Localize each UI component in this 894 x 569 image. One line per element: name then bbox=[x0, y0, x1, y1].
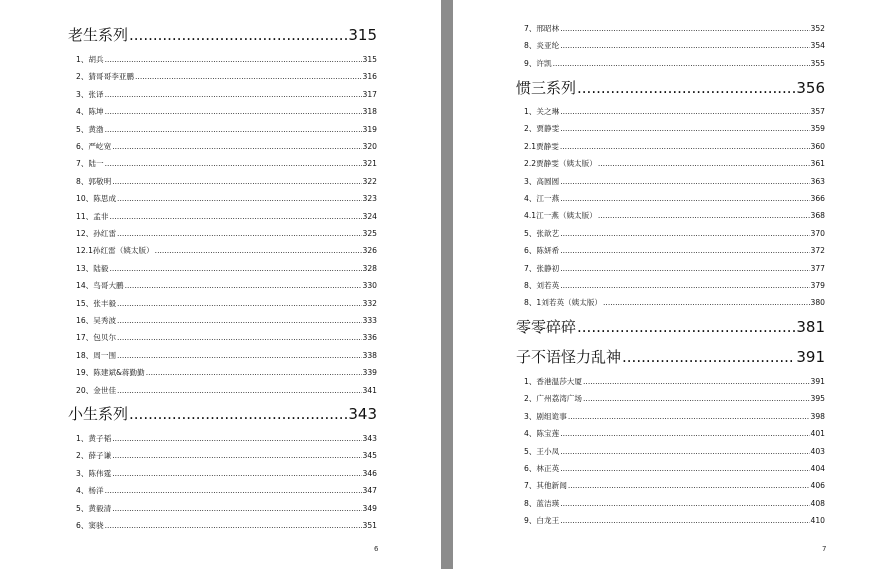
toc-entry[interactable] bbox=[524, 105, 825, 119]
dot-leader bbox=[560, 462, 809, 476]
dot-leader bbox=[105, 519, 362, 533]
dot-leader bbox=[583, 375, 810, 389]
toc-entry-page: 377 bbox=[810, 263, 825, 273]
dot-leader bbox=[598, 209, 810, 223]
toc-entry-label: 6、林正英 bbox=[524, 464, 560, 473]
toc-entry-label: 10、陈思成 bbox=[76, 194, 117, 204]
toc-entry-label: 1、关之琳 bbox=[524, 107, 560, 116]
dot-leader bbox=[129, 24, 347, 46]
toc-entry-page: 343 bbox=[362, 434, 377, 443]
toc-entry-label: 2、贾静雯 bbox=[524, 124, 560, 134]
dot-leader bbox=[112, 432, 361, 446]
toc-entry-label: 12、孙红雷 bbox=[76, 229, 117, 238]
toc-entry-page: 351 bbox=[362, 521, 377, 530]
toc-entry-page: 339 bbox=[362, 368, 377, 378]
toc-entry[interactable] bbox=[524, 157, 825, 171]
toc-entry[interactable] bbox=[76, 70, 377, 84]
dot-leader bbox=[105, 105, 362, 119]
dot-leader bbox=[117, 192, 361, 206]
toc-entry-label: 2、广州荔湾广场 bbox=[524, 394, 582, 404]
section-header[interactable] bbox=[516, 346, 825, 368]
section-page-number: 356 bbox=[796, 79, 825, 97]
dot-leader bbox=[560, 244, 809, 258]
toc-entry-page: 366 bbox=[810, 194, 825, 203]
toc-entry-label: 8、1刘若英（姨太版） bbox=[524, 298, 603, 308]
toc-entry-label: 13、陆毅 bbox=[76, 263, 109, 273]
toc-entry-page: 401 bbox=[810, 429, 825, 439]
toc-entry-label: 5、黄渤 bbox=[76, 124, 104, 134]
toc-entry-page: 333 bbox=[362, 316, 377, 325]
toc-entry[interactable] bbox=[76, 314, 377, 328]
dot-leader bbox=[155, 244, 362, 258]
section-header[interactable] bbox=[516, 77, 825, 99]
toc-entry-label: 2.1贾静雯 bbox=[524, 141, 559, 151]
toc-entry[interactable] bbox=[524, 479, 825, 493]
dot-leader bbox=[560, 192, 809, 206]
toc-entry-label: 16、吴秀波 bbox=[76, 316, 117, 325]
section-title: 惯三系列 bbox=[516, 79, 577, 97]
toc-entry[interactable] bbox=[76, 244, 377, 258]
page-number: 7 bbox=[822, 545, 827, 553]
toc-entry[interactable] bbox=[76, 210, 377, 224]
toc-entry[interactable] bbox=[76, 502, 377, 516]
dot-leader bbox=[560, 39, 809, 53]
toc-entry-label: 1、香港温莎大厦 bbox=[524, 377, 582, 386]
dot-leader bbox=[112, 449, 361, 463]
dot-leader bbox=[553, 57, 810, 71]
toc-entry-label: 7、邢昭林 bbox=[524, 24, 560, 33]
toc-entry-page: 398 bbox=[810, 411, 825, 421]
toc-entry-label: 12.1孙红雷（姨太版） bbox=[76, 246, 154, 256]
toc-entry-label: 3、剧组诡事 bbox=[524, 411, 567, 421]
toc-entry-label: 3、陈伟霆 bbox=[76, 468, 112, 478]
dot-leader bbox=[603, 296, 809, 310]
toc-entry-label: 7、陆一 bbox=[76, 159, 104, 169]
toc-entry-label: 7、其他新闻 bbox=[524, 481, 567, 491]
toc-entry-label: 17、包贝尔 bbox=[76, 333, 117, 343]
toc-entry-page: 317 bbox=[362, 89, 377, 99]
toc-entry-page: 321 bbox=[362, 159, 377, 169]
toc-entry-page: 406 bbox=[810, 481, 825, 491]
toc-entry-page: 368 bbox=[810, 211, 825, 221]
toc-entry-page: 328 bbox=[362, 263, 377, 273]
toc-entry-label: 14、鸟哥大鹏 bbox=[76, 281, 124, 291]
toc-entry-page: 325 bbox=[362, 229, 377, 238]
section-page-number: 391 bbox=[796, 348, 825, 366]
toc-entry[interactable] bbox=[524, 462, 825, 476]
dot-leader bbox=[146, 366, 362, 380]
toc-entry-page: 391 bbox=[810, 377, 825, 386]
toc-entry-label: 5、王小凤 bbox=[524, 446, 560, 456]
dot-leader bbox=[117, 331, 361, 345]
toc-entry-label: 8、郭敬明 bbox=[76, 176, 112, 186]
dot-leader bbox=[560, 445, 809, 459]
toc-entry-page: 347 bbox=[362, 486, 377, 496]
dot-leader bbox=[560, 105, 809, 119]
toc-entry-page: 346 bbox=[362, 468, 377, 478]
toc-entry-page: 404 bbox=[810, 464, 825, 473]
section-header[interactable] bbox=[516, 316, 825, 338]
toc-entry-page: 395 bbox=[810, 394, 825, 404]
toc-entry[interactable] bbox=[524, 410, 825, 424]
toc-entry[interactable] bbox=[524, 445, 825, 459]
dot-leader bbox=[105, 88, 362, 102]
toc-entry[interactable] bbox=[524, 262, 825, 276]
toc-entry-page: 338 bbox=[362, 350, 377, 360]
dot-leader bbox=[112, 175, 361, 189]
toc-entry-page: 336 bbox=[362, 333, 377, 343]
toc-entry[interactable] bbox=[524, 57, 825, 71]
toc-entry[interactable] bbox=[524, 375, 825, 389]
dot-leader bbox=[117, 297, 361, 311]
toc-entry-page: 330 bbox=[362, 281, 377, 291]
toc-entry-page: 320 bbox=[362, 142, 377, 151]
toc-entry-label: 15、张丰毅 bbox=[76, 298, 117, 308]
dot-leader bbox=[105, 157, 362, 171]
toc-entry-label: 20、金世佳 bbox=[76, 385, 117, 395]
dot-leader bbox=[117, 384, 361, 398]
toc-entry-label: 3、高圆圆 bbox=[524, 176, 560, 186]
dot-leader bbox=[112, 502, 361, 516]
dot-leader bbox=[112, 140, 361, 154]
dot-leader bbox=[105, 484, 362, 498]
toc-entry[interactable] bbox=[76, 331, 377, 345]
toc-entry-label: 9、许凯 bbox=[524, 58, 552, 68]
toc-entry[interactable] bbox=[524, 209, 825, 223]
toc-entry[interactable] bbox=[76, 157, 377, 171]
toc-entry[interactable] bbox=[524, 497, 825, 511]
toc-entry[interactable] bbox=[524, 22, 825, 36]
page-number: 6 bbox=[374, 545, 379, 553]
toc-entry-label: 2、猜哥哥李亚鹏 bbox=[76, 72, 134, 82]
dot-leader bbox=[622, 346, 795, 368]
toc-entry-page: 355 bbox=[810, 58, 825, 68]
dot-leader bbox=[560, 497, 809, 511]
section-page-number: 343 bbox=[348, 405, 377, 423]
toc-entry-page: 316 bbox=[362, 72, 377, 82]
toc-entry-page: 332 bbox=[362, 298, 377, 308]
section-page-number: 381 bbox=[796, 318, 825, 336]
toc-entry-page: 341 bbox=[362, 385, 377, 395]
dot-leader bbox=[568, 479, 810, 493]
toc-entry-page: 352 bbox=[810, 24, 825, 33]
dot-leader bbox=[560, 262, 809, 276]
toc-entry[interactable] bbox=[76, 192, 377, 206]
toc-entry[interactable] bbox=[76, 467, 377, 481]
toc-entry-page: 319 bbox=[362, 124, 377, 134]
section-header[interactable] bbox=[68, 24, 377, 46]
toc-entry-label: 2.2贾静雯（姨太版） bbox=[524, 159, 597, 169]
section-page-number: 315 bbox=[348, 26, 377, 44]
toc-entry-page: 324 bbox=[362, 211, 377, 221]
toc-entry-label: 8、炎亚纶 bbox=[524, 41, 560, 51]
dot-leader bbox=[109, 210, 361, 224]
toc-entry-page: 357 bbox=[810, 107, 825, 116]
toc-entry-page: 363 bbox=[810, 176, 825, 186]
toc-entry[interactable] bbox=[76, 349, 377, 363]
toc-entry-label: 6、严屹宽 bbox=[76, 142, 112, 151]
toc-entry-label: 6、陈妍希 bbox=[524, 246, 560, 256]
dot-leader bbox=[129, 403, 347, 425]
toc-entry-label: 1、黄子韬 bbox=[76, 434, 112, 443]
dot-leader bbox=[112, 467, 361, 481]
toc-entry[interactable] bbox=[76, 384, 377, 398]
toc-entry-label: 11、孟非 bbox=[76, 211, 109, 221]
toc-entry[interactable] bbox=[76, 140, 377, 154]
dot-leader bbox=[105, 123, 362, 137]
toc-entry-page: 322 bbox=[362, 176, 377, 186]
toc-entry-label: 7、张静初 bbox=[524, 263, 560, 273]
toc-entry-page: 379 bbox=[810, 281, 825, 290]
toc-entry[interactable] bbox=[524, 514, 825, 528]
toc-entry-page: 410 bbox=[810, 516, 825, 526]
toc-entry[interactable] bbox=[524, 392, 825, 406]
toc-entry-page: 349 bbox=[362, 503, 377, 513]
toc-entry-label: 5、张歆艺 bbox=[524, 228, 560, 238]
section-title: 小生系列 bbox=[68, 405, 129, 423]
dot-leader bbox=[117, 227, 361, 241]
toc-entry-label: 8、蓝洁瑛 bbox=[524, 498, 560, 508]
toc-entry[interactable] bbox=[76, 262, 377, 276]
section-title: 老生系列 bbox=[68, 26, 129, 44]
toc-entry[interactable] bbox=[76, 519, 377, 533]
toc-entry[interactable] bbox=[524, 296, 825, 310]
toc-entry-page: 345 bbox=[362, 451, 377, 461]
toc-entry-label: 4、陈宝莲 bbox=[524, 429, 560, 439]
dot-leader bbox=[560, 22, 809, 36]
dot-leader bbox=[583, 392, 810, 406]
toc-entry-page: 326 bbox=[362, 246, 377, 256]
toc-entry[interactable] bbox=[76, 105, 377, 119]
dot-leader bbox=[125, 279, 362, 293]
dot-leader bbox=[598, 157, 810, 171]
toc-entry[interactable] bbox=[76, 88, 377, 102]
toc-entry[interactable] bbox=[524, 39, 825, 53]
toc-entry-label: 1、胡兵 bbox=[76, 55, 104, 64]
toc-entry-page: 408 bbox=[810, 498, 825, 508]
toc-entry-page: 318 bbox=[362, 107, 377, 117]
toc-entry[interactable] bbox=[76, 279, 377, 293]
toc-entry-page: 360 bbox=[810, 141, 825, 151]
dot-leader bbox=[109, 262, 361, 276]
dot-leader bbox=[577, 316, 795, 338]
dot-leader bbox=[105, 53, 362, 67]
toc-entry-page: 380 bbox=[810, 298, 825, 308]
toc-entry-label: 5、黄毅清 bbox=[76, 503, 112, 513]
toc-entry[interactable] bbox=[76, 449, 377, 463]
toc-entry-page: 315 bbox=[362, 55, 377, 64]
toc-entry[interactable] bbox=[76, 227, 377, 241]
dot-leader bbox=[560, 514, 809, 528]
toc-entry-label: 6、窦骁 bbox=[76, 521, 104, 530]
toc-entry-label: 18、周一围 bbox=[76, 350, 117, 360]
dot-leader bbox=[577, 77, 795, 99]
toc-entry-page: 323 bbox=[362, 194, 377, 204]
dot-leader bbox=[568, 410, 810, 424]
toc-entry-label: 4、杨洋 bbox=[76, 486, 104, 496]
toc-entry-label: 3、张译 bbox=[76, 89, 104, 99]
section-title: 零零碎碎 bbox=[516, 318, 577, 336]
toc-entry-label: 8、刘若英 bbox=[524, 281, 560, 290]
section-header[interactable] bbox=[68, 403, 377, 425]
toc-entry-page: 370 bbox=[810, 228, 825, 238]
dot-leader bbox=[135, 70, 362, 84]
toc-entry[interactable] bbox=[76, 366, 377, 380]
dot-leader bbox=[560, 427, 809, 441]
toc-entry[interactable] bbox=[524, 244, 825, 258]
toc-entry[interactable] bbox=[524, 175, 825, 189]
toc-entry[interactable] bbox=[524, 122, 825, 136]
toc-entry-page: 354 bbox=[810, 41, 825, 51]
toc-entry[interactable] bbox=[76, 432, 377, 446]
toc-entry-page: 403 bbox=[810, 446, 825, 456]
right-page bbox=[453, 0, 894, 569]
section-title: 子不语怪力乱神 bbox=[516, 348, 622, 366]
toc-entry-page: 361 bbox=[810, 159, 825, 169]
toc-entry-page: 372 bbox=[810, 246, 825, 256]
toc-entry-page: 359 bbox=[810, 124, 825, 134]
toc-entry[interactable] bbox=[76, 53, 377, 67]
toc-entry[interactable] bbox=[524, 427, 825, 441]
toc-entry[interactable] bbox=[524, 279, 825, 293]
toc-entry-label: 9、白龙王 bbox=[524, 516, 560, 526]
dot-leader bbox=[117, 314, 361, 328]
toc-entry[interactable] bbox=[76, 123, 377, 137]
toc-entry[interactable] bbox=[524, 192, 825, 206]
dot-leader bbox=[560, 227, 809, 241]
dot-leader bbox=[560, 279, 809, 293]
toc-entry-label: 4、陈坤 bbox=[76, 107, 104, 117]
toc-entry[interactable] bbox=[524, 140, 825, 154]
toc-entry[interactable] bbox=[76, 297, 377, 311]
toc-entry[interactable] bbox=[76, 175, 377, 189]
toc-entry-label: 4、江一燕 bbox=[524, 194, 560, 203]
toc-entry-label: 2、薛子谦 bbox=[76, 451, 112, 461]
dot-leader bbox=[117, 349, 361, 363]
toc-entry-label: 19、陈建斌&蒋勤勤 bbox=[76, 368, 145, 378]
dot-leader bbox=[560, 140, 810, 154]
dot-leader bbox=[560, 175, 809, 189]
left-page bbox=[0, 0, 441, 569]
dot-leader bbox=[560, 122, 809, 136]
toc-entry-label: 4.1江一燕（姨太版） bbox=[524, 211, 597, 221]
toc-entry[interactable] bbox=[76, 484, 377, 498]
toc-entry[interactable] bbox=[524, 227, 825, 241]
